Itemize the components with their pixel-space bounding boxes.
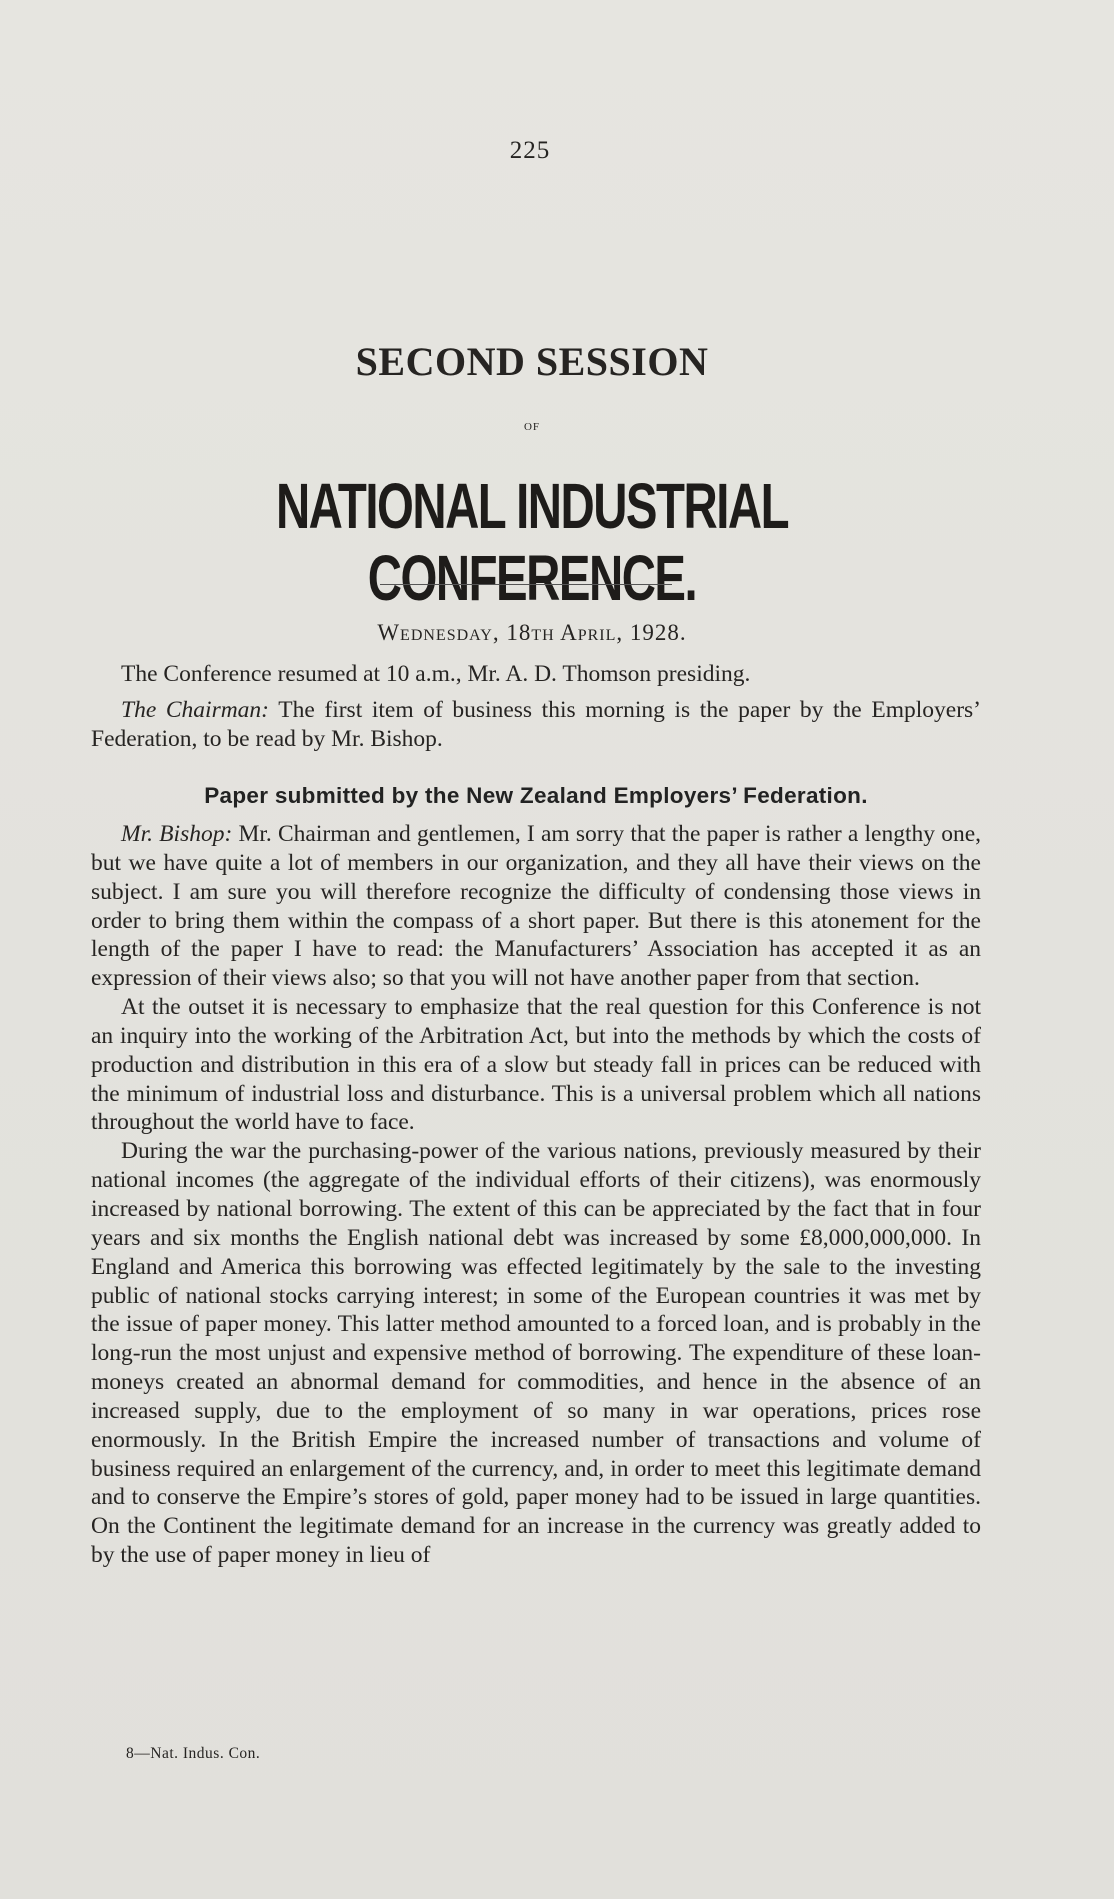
paper-heading: Paper submitted by the New Zealand Employers’ Federation.	[204, 783, 868, 808]
divider-rule	[380, 584, 672, 585]
page-number: 225	[509, 137, 551, 164]
body-paragraph-1-text: Mr. Chairman and gentlemen, I am sorry that the paper is rather a lengthy one, but we have quite a lot of members in our organization, and they all have their views on the subject. I am sure you will therefore recognize the difficulty of condensing those views in order to bring them within the compass of a short paper. But there is this atonement for the length of the paper I have to read: the Manufacturers’ Association has accepted it as an expression of their views also; so that you will not have another paper from that section.	[91, 821, 982, 992]
date-day-month: 18th April	[506, 620, 617, 645]
paper-body	[91, 820, 981, 1570]
body-paragraph-2: At the outset it is necessary to emphasize that the real question for this Conference is not an inquiry into the working of the Arbitration Act, but into the methods by which the costs of production and distribution in this era of a slow but steady fall in prices can be reduced with the minimum of industrial loss and disturbance. This is a universal problem which all nations throughout the world have to face.	[91, 994, 981, 1136]
date-weekday: Wednesday	[377, 620, 493, 645]
chairman-label: The Chairman:	[121, 697, 270, 723]
body-paragraph-1	[91, 820, 981, 993]
conference-title: NATIONAL INDUSTRIAL CONFERENCE.	[275, 470, 789, 614]
session-title: SECOND SESSION	[355, 339, 709, 384]
body-paragraph-3: During the war the purchasing-power of the various nations, previously measured by their national incomes (the aggregate of the individual efforts of their citizens), was enormously increased by national borrowing. The extent of this can be appreciated by the fact that in four years and six months the English national debt was increased by some £8,000,000,000. In England and America this borrowing was effected legitimately by the sale to the investing public of national stocks carrying interest; in some of the European countries it was met by the issue of paper money. This latter method amounted to a forced loan, and is probably in the long-run the most unjust and expensive method of borrowing. The expenditure of these loan-moneys created an abnormal demand for commodities, and hence in the absence of an increased supply, due to the employment of so many in war operations, prices rose enormously. In the British Empire the increased number of transactions and volume of business required an enlargement of the currency, and, in order to meet this legitimate demand and to conserve the Empire’s stores of gold, paper money had to be issued in large quantities. On the Continent the legitimate demand for an increase in the currency was greatly added to by the use of paper money in lieu of	[91, 1138, 981, 1569]
date-year: 1928.	[629, 620, 687, 645]
of-label: OF	[523, 421, 541, 433]
chairman-text: The first item of business this morning is the paper by the Employers’ Federation, to be read by Mr. Bishop.	[91, 697, 981, 752]
speaker-label: Mr. Bishop:	[121, 821, 233, 847]
chairman-paragraph	[91, 696, 981, 754]
session-date: Wednesday, 18th April, 1928.	[377, 620, 687, 645]
signature-footer: 8—Nat. Indus. Con.	[126, 1745, 261, 1762]
resumed-paragraph: The Conference resumed at 10 a.m., Mr. A. D. Thomson presiding.	[121, 661, 751, 687]
